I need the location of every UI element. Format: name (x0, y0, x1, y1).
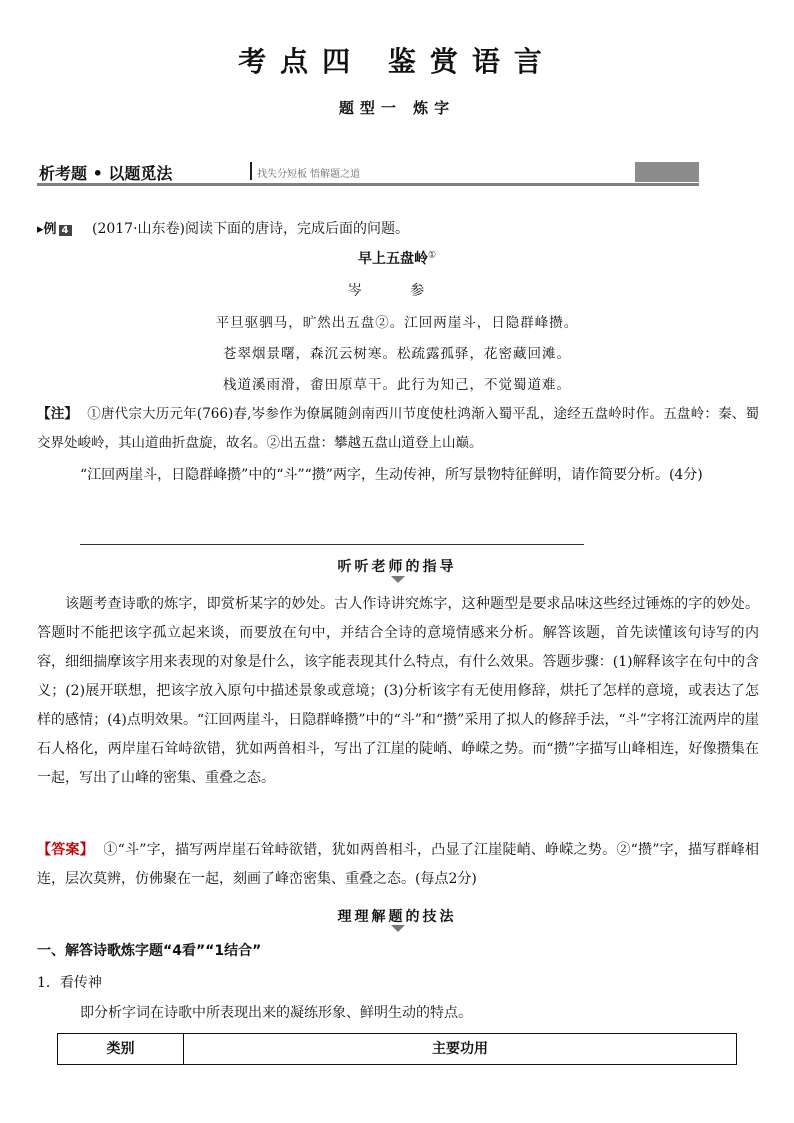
item-heading (37, 972, 102, 992)
item-number: 1． (37, 975, 60, 991)
note-text: ①唐代宗大历元年(766)春,岑参作为僚属随剑南西川节度使杜鸿渐入蜀平乱，途经五盘岭时作。五盘岭：秦、蜀交界处峻岭，其山道曲折盘旋，故名。②出五盘：攀越五盘山道登上山巅。 (37, 406, 760, 451)
example-label-text: 例 (43, 222, 57, 237)
example-label (37, 218, 72, 237)
poem-note-mark: ① (427, 250, 437, 261)
answer-text: ①“斗”字，描写两岸崖石耸峙欲错，犹如两兽相斗，凸显了江崖陡峭、峥嵘之势。②“攒”字，描写群峰相连，层次莫辨，仿佛聚在一起，刻画了峰峦密集、重叠之态。(每点2分) (37, 842, 759, 887)
poem-title-text: 早上五盘岭 (357, 251, 428, 267)
poem-author: 岑 参 (347, 283, 447, 299)
banner-divider (250, 162, 252, 180)
poem-line: 栈道溪雨滑，畬田原草干。此行为知己，不觉蜀道难。 (223, 377, 571, 393)
section-heading: 一、解答诗歌炼字题“4看”“1结合” (37, 943, 262, 959)
example-source: (2017·山东卷)阅读下面的唐诗，完成后面的问题。 (92, 221, 410, 237)
table-header-category: 类别 (106, 1041, 135, 1057)
banner-tail-block (635, 162, 699, 182)
item-title: 看传神 (59, 975, 102, 991)
answer-line (80, 544, 584, 545)
poem-line: 平旦驱驷马，旷然出五盘②。江回两崖斗，日隐群峰攒。 (215, 315, 579, 331)
question-text: “江回两崖斗，日隐群峰攒”中的“斗”“攒”两字，生动传神，所写景物特征鲜明，请作简要分析。(4分) (80, 467, 703, 483)
down-arrow-icon (391, 925, 405, 932)
poem-note (37, 400, 759, 458)
section-banner (37, 160, 699, 186)
method-heading: 理理解题的技法 (337, 909, 457, 925)
guide-heading: 听听老师的指导 (337, 559, 457, 575)
item-description: 即分析字词在诗歌中所表现出来的凝练形象、鲜明生动的特点。 (80, 1005, 472, 1021)
banner-title: 析考题 • 以题觅法 (39, 164, 173, 183)
analysis-text: 该题考查诗歌的炼字，即赏析某字的妙处。古人作诗讲究炼字，这种题型是要求品味这些经过锤炼的字的妙处。答题时不能把该字孤立起来谈，而要放在句中，并结合全诗的意境情感来分析。解答该题，首先读懂该句诗写的内容，细细揣摩该字用来表现的对象是什么，该字能表现其什么特点，有什么效果。答题步骤：(1)解释该字在句中的含义；(2)展开联想，把该字放入原句中描述景象或意境；(3)分析该字有无使用修辞，烘托了怎样的意境，或表达了怎样的感情；(4)点明效果。“江回两崖斗，日隐群峰攒”中的“斗”和“攒”采用了拟人的修辞手法，“斗”字将江流两岸的崖石人格化，两岸崖石耸峙欲错，犹如两兽相斗，写出了江崖的陡峭、峥嵘之势。而“攒”字描写山峰相连，好像攒集在一起，写出了山峰的密集、重叠之态。 (37, 596, 759, 786)
answer-label: 【答案】 (37, 842, 94, 858)
example-number: 4 (59, 225, 72, 236)
page-subtitle: 题型一 炼字 (338, 99, 456, 117)
poem-line: 苍翠烟景曙，森沉云树寒。松疏露孤驿，花密藏回滩。 (223, 346, 571, 362)
method-table (57, 1033, 737, 1065)
table-header-function: 主要功用 (432, 1041, 488, 1057)
note-label: 【注】 (37, 406, 79, 422)
banner-subtitle: 找失分短板 悟解题之道 (257, 169, 361, 180)
play-icon: ▸ (37, 222, 44, 237)
answer-block (37, 836, 759, 894)
page-title: 考点四 鉴赏语言 (238, 45, 556, 78)
poem-title (0, 248, 794, 268)
down-arrow-icon (391, 576, 405, 583)
